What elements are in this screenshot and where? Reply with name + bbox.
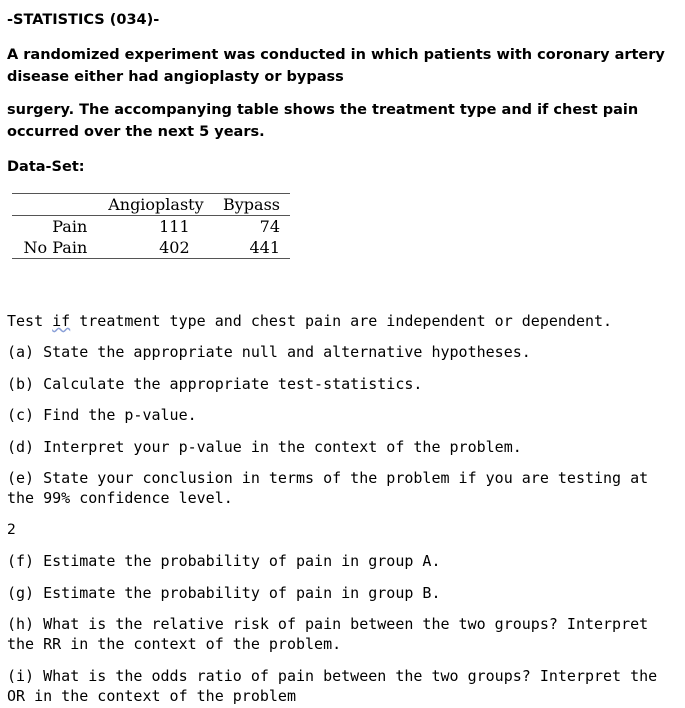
- contingency-table: [12, 193, 290, 259]
- intro-paragraph-1: A randomized experiment was conducted in which patients with coronary artery disease either had angioplasty or bypass: [7, 47, 665, 85]
- question-f: (f) Estimate the probability of pain in group A.: [7, 552, 441, 570]
- task-text-underlined: if: [52, 312, 71, 330]
- page-number: 2: [7, 522, 16, 538]
- question-g: (g) Estimate the probability of pain in group B.: [7, 584, 441, 602]
- cell-nopain-bypass: 441: [249, 238, 280, 257]
- table-row: [12, 237, 290, 259]
- question-h: (h) What is the relative risk of pain between the two groups? Interpret the RR in the context of the problem.: [7, 615, 649, 653]
- dataset-label: Data-Set:: [7, 159, 85, 175]
- column-header-angioplasty: Angioplasty: [108, 195, 204, 214]
- task-text-after: treatment type and chest pain are independent or dependent.: [70, 312, 613, 330]
- intro-paragraph-2: surgery. The accompanying table shows the treatment type and if chest pain occurred over the next 5 years.: [7, 102, 639, 140]
- question-c: (c) Find the p-value.: [7, 406, 197, 424]
- cell-pain-bypass: 74: [259, 217, 280, 236]
- question-b: (b) Calculate the appropriate test-statistics.: [7, 375, 423, 393]
- task-statement: [7, 311, 681, 331]
- row-label-no-pain: No Pain: [23, 238, 88, 257]
- table-row: [12, 216, 290, 238]
- column-header-bypass: Bypass: [223, 195, 280, 214]
- page-header: -STATISTICS (034)-: [7, 12, 160, 28]
- question-i: (i) What is the odds ratio of pain between the two groups? Interpret the OR in the context of the problem: [7, 667, 658, 705]
- task-text-before: Test: [7, 312, 53, 330]
- row-label-pain: Pain: [52, 217, 88, 236]
- question-e: (e) State your conclusion in terms of the problem if you are testing at the 99% confidence level.: [7, 469, 649, 507]
- cell-nopain-angioplasty: 402: [159, 238, 190, 257]
- question-a: (a) State the appropriate null and alternative hypotheses.: [7, 343, 531, 361]
- table-corner-cell: [12, 194, 95, 216]
- cell-pain-angioplasty: 111: [159, 217, 190, 236]
- table-header-row: [12, 194, 290, 216]
- question-d: (d) Interpret your p-value in the context of the problem.: [7, 438, 522, 456]
